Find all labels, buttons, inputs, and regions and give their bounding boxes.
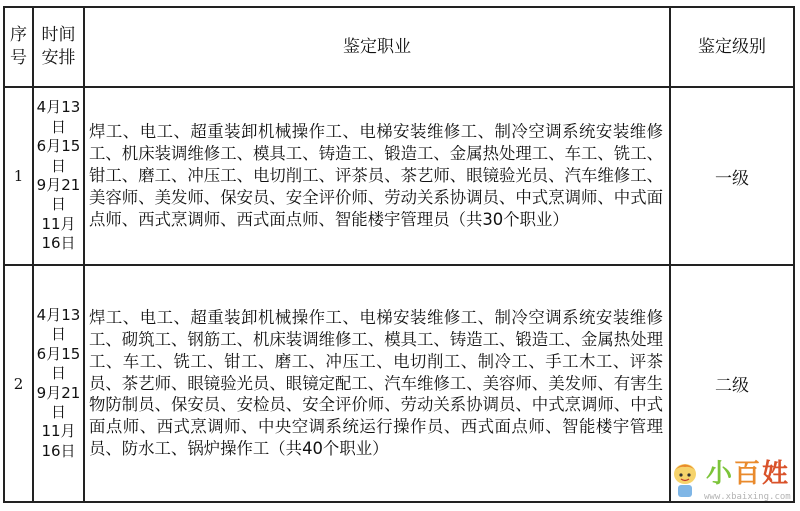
date-line: 日	[50, 325, 66, 344]
row-occupations: 焊工、电工、超重装卸机械操作工、电梯安装维修工、制冷空调系统安装维修工、机床装调维修工、模具工、铸造工、锻造工、金属热处理工、车工、铣工、钳工、磨工、冲压工、电切削工、评茶员、茶艺师、眼镜验光员、汽车维修工、美容师、美发师、保安员、安全评价师、劳动关系协调员、中式烹调师、中式面点师、西式烹调师、西式面点师、智能楼宇管理员（共30个职业）	[84, 87, 670, 265]
date-line: 11月	[41, 422, 76, 441]
row-level: 二级	[670, 265, 794, 502]
watermark-char: 小	[706, 459, 735, 489]
date-line: 日	[50, 364, 66, 383]
watermark-url: www.xbaixing.com	[704, 492, 791, 502]
row-occupations: 焊工、电工、超重装卸机械操作工、电梯安装维修工、制冷空调系统安装维修工、砌筑工、钢筋工、机床装调维修工、模具工、铸造工、锻造工、金属热处理工、车工、铣工、钳工、磨工、冲压工、电切削工、制冷工、手工木工、评茶员、茶艺师、眼镜验光员、眼镜定配工、汽车维修工、美容师、美发师、有害生物防制员、保安员、安检员、安全评价师、劳动关系协调员、中式烹调师、中式面点师、西式烹调师、中央空调系统运行操作员、西式面点师、智能楼宇管理员、防水工、锅炉操作工（共40个职业）	[84, 265, 670, 502]
header-occupation: 鉴定职业	[84, 7, 670, 87]
table-row	[4, 87, 794, 265]
row-level: 一级	[670, 87, 794, 265]
row-dates	[33, 87, 84, 265]
header-time-schedule	[33, 7, 84, 87]
header-time-line2: 安排	[41, 48, 76, 68]
date-line: 16日	[41, 441, 76, 460]
date-line: 日	[50, 402, 66, 421]
date-line: 16日	[41, 234, 76, 253]
watermark-char: 姓	[762, 459, 791, 489]
date-line: 4月13	[36, 98, 81, 117]
date-line: 日	[50, 195, 66, 214]
table-header-row	[4, 7, 794, 87]
date-line: 6月15	[36, 344, 81, 363]
row-dates	[33, 265, 84, 502]
site-watermark	[670, 459, 792, 507]
watermark-char: 百	[734, 459, 763, 489]
mascot-icon	[670, 461, 700, 499]
header-serial-line2: 号	[10, 48, 27, 68]
appraisal-table	[3, 6, 795, 503]
watermark-brand	[706, 459, 790, 489]
row-number: 1	[4, 87, 33, 265]
header-serial-number	[4, 7, 33, 87]
date-line: 6月15	[36, 137, 81, 156]
date-line: 日	[50, 117, 66, 136]
date-line: 日	[50, 156, 66, 175]
date-line: 9月21	[36, 383, 81, 402]
header-time-line1: 时间	[41, 25, 76, 45]
header-serial-line1: 序	[10, 25, 27, 45]
date-line: 11月	[41, 214, 76, 233]
date-line: 9月21	[36, 176, 81, 194]
header-level: 鉴定级别	[670, 7, 794, 87]
row-number: 2	[4, 265, 33, 502]
date-line: 4月13	[36, 305, 81, 324]
